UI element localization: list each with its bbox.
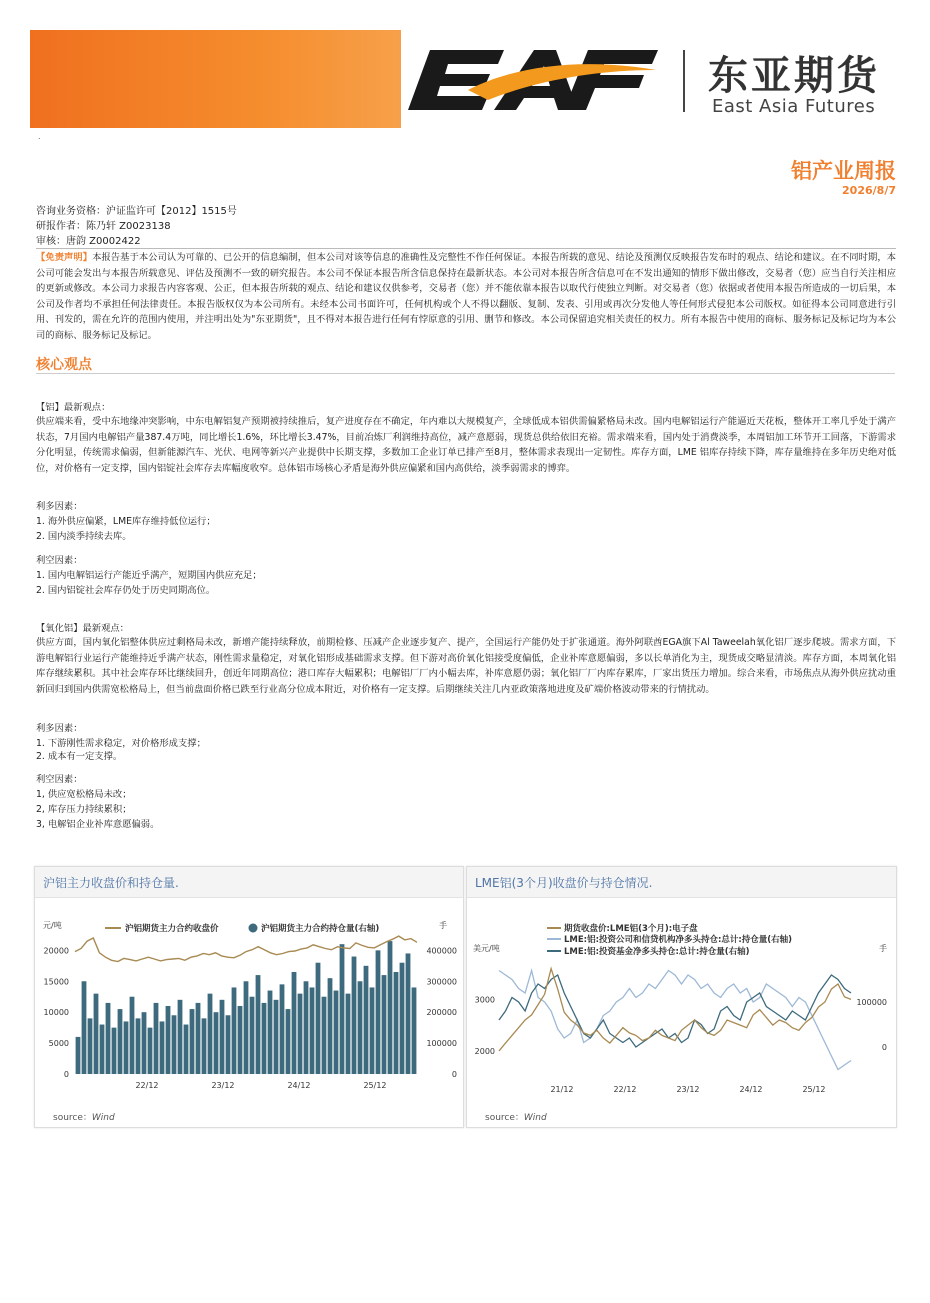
report-date: 2026/8/7: [842, 184, 896, 197]
y-left-tick: 20000: [43, 946, 69, 956]
oi-bar: [250, 997, 255, 1074]
oi-bar: [154, 1003, 159, 1074]
chart-panel-header: [35, 867, 463, 898]
aluminum-bull-1: 1. 海外供应偏紧，LME库存维持低位运行；: [36, 516, 216, 527]
disclaimer-tag: 【免责声明】: [36, 252, 93, 263]
x-tick: 24/12: [739, 1085, 763, 1094]
oi-bar: [88, 1018, 93, 1074]
oi-bar: [226, 1015, 231, 1074]
oi-bar: [394, 972, 399, 1074]
aluminum-body: 供应端来看，受中东地缘冲突影响，中东电解铝复产预期被持续推后，复产进度存在不确定，年内难以大规模复产，全球低成本铝供需偏紧格局未改。国内电解铝运行产能逼近天花板，整体开工率几乎处于满产状态，7月国内电解铝产量387.4万吨，同比增长1.6%，环比增长3.47%，目前冶炼厂利润维持高位，减产意愿弱，现货总供给依旧充裕。需求端来看，国内处于消费淡季，本周铝加工环节开工回落，下游需求分化明显，传统需求偏弱，但新能源汽车、光伏、电网等新兴产业提供中长期支撑，多数加工企业订单已排产至8月，整体需求表现出一定韧性。库存方面，LME 铝库存持续下降，库存量维持在多年历史绝对低位，对价格有一定支撑，国内铝锭社会库存去库幅度收窄。总体铝市场核心矛盾是海外供应偏紧和国内高供给，淡季弱需求的博弈。: [36, 416, 896, 474]
left-unit: 美元/吨: [473, 944, 500, 953]
oi-bar: [286, 1009, 291, 1074]
oi-bar: [166, 1006, 171, 1074]
header-banner: [30, 30, 401, 128]
oi-bar: [196, 1003, 201, 1074]
y-left-tick: 10000: [43, 1008, 69, 1018]
x-tick: 25/12: [802, 1085, 826, 1094]
oi-bar: [160, 1021, 165, 1074]
oi-bar: [268, 991, 273, 1074]
x-tick: 23/12: [676, 1085, 700, 1094]
source-name: Wind: [91, 1113, 115, 1123]
oi-bar: [358, 981, 363, 1074]
aluminum-bear-2: 2. 国内铝锭社会库存仍处于历史同期高位。: [36, 585, 216, 596]
legend-oi-swatch: [249, 924, 258, 933]
chart-source: [485, 1110, 547, 1123]
oi-bar: [292, 972, 297, 1074]
y-right-tick: 300000: [426, 977, 457, 987]
oi-bar: [256, 975, 261, 1074]
oi-bar: [178, 1000, 183, 1074]
oi-bar: [238, 1006, 243, 1074]
lme-price-line: [499, 969, 851, 1051]
oi-bar: [280, 984, 285, 1074]
oi-bar: [322, 997, 327, 1074]
oi-bar: [142, 1012, 147, 1074]
oi-bar: [136, 1018, 141, 1074]
x-tick: 22/12: [135, 1081, 159, 1090]
aluminum-bear-title: 利空因素：: [36, 555, 83, 566]
legend-label: LME:铝:投资基金净多头持仓:总计:持仓量(右轴): [564, 947, 750, 957]
core-divider: [36, 373, 895, 374]
aluminum-title: 【铝】最新观点：: [36, 402, 111, 413]
price-line: [75, 936, 417, 961]
aluminum-bear-1: 1. 国内电解铝运行产能近乎满产，短期国内供应充足；: [36, 570, 262, 581]
alumina-bear-title: 利空因素：: [36, 774, 83, 785]
oi-bar: [316, 963, 321, 1074]
oi-bar: [106, 1003, 111, 1074]
y-left-tick: 5000: [48, 1039, 69, 1049]
chart-source: [53, 1110, 115, 1123]
oi-bar: [130, 997, 135, 1074]
x-tick: 25/12: [363, 1081, 387, 1090]
chart-panel-shfe: [34, 866, 464, 1128]
oi-bar: [232, 987, 237, 1074]
oi-bar: [334, 991, 339, 1074]
right-unit: 手: [439, 921, 447, 930]
y-left-tick: 2000: [474, 1046, 495, 1056]
oi-bar: [262, 1003, 267, 1074]
left-unit: 元/吨: [43, 921, 62, 930]
oi-bar: [298, 994, 303, 1074]
oi-bar: [208, 994, 213, 1074]
oi-bar: [412, 987, 417, 1074]
oi-bar: [328, 978, 333, 1074]
source-name: Wind: [523, 1113, 547, 1123]
source-label: source：: [53, 1113, 92, 1123]
oi-bar: [304, 981, 309, 1074]
legend-price-label: 沪铝期货主力合约收盘价: [125, 924, 219, 934]
chart-title: LME铝(3个月)收盘价与持仓情况.: [475, 876, 653, 890]
oi-bar: [370, 987, 375, 1074]
logo-divider: [683, 50, 685, 112]
y-right-tick: 400000: [426, 946, 457, 956]
aluminum-bull-2: 2. 国内淡季持续去库。: [36, 531, 132, 542]
logo-en-text: East Asia Futures: [712, 96, 876, 117]
dot-mark: .: [38, 132, 41, 141]
alumina-bull-1: 1. 下游刚性需求稳定，对价格形成支撑；: [36, 738, 206, 749]
x-tick: 22/12: [613, 1085, 637, 1094]
y-right-tick: 0: [451, 1070, 457, 1079]
y-left-tick: 3000: [474, 995, 495, 1005]
alumina-bull-2: 2. 成本有一定支撑。: [36, 751, 123, 762]
oi-bar: [124, 1021, 129, 1074]
alumina-body: 供应方面，国内氧化铝整体供应过剩格局未改，新增产能持续释放，前期检修、压减产企业逐步复产、提产，全国运行产能仍处于扩张通道。海外阿联酋EGA旗下Al Taweelah氧化铝厂逐步爬坡。需求方面，下游电解铝行业运行产能维持近乎满产状态，刚性需求量稳定，对氧化铝形成基础需求支撑。但下游对高价氧化铝接受度偏低，企业补库意愿偏弱，多以长单消化为主，现货成交略显清淡。库存方面，本周氧化铝库存继续累积。其中社会库存环比继续回升，创近年同期高位；港口库存大幅累积；电解铝厂厂内小幅去库，补库意愿仍弱；氧化铝厂厂内库存累库，厂家出货压力增加。综合来看，市场焦点从海外供应扰动重新回归到国内供需宽松格局上，但当前盘面价格已跌至行业高分位成本附近，对价格有一定支撑。后期继续关注几内亚政策落地进度及矿端价格波动带来的行情扰动。: [36, 637, 896, 695]
x-tick: 23/12: [211, 1081, 235, 1090]
oi-bar: [184, 1025, 189, 1074]
oi-bar: [388, 941, 393, 1074]
chart-panel-lme: [466, 866, 897, 1128]
report-title: 铝产业周报: [791, 159, 896, 183]
alumina-title: 【氧化铝】最新观点：: [36, 623, 129, 634]
oi-bar: [406, 953, 411, 1074]
license-line: 咨询业务资格：沪证监许可【2012】1515号: [36, 206, 237, 217]
reviewer-line: 审核：唐韵 Z0002422: [36, 236, 141, 247]
oi-bar: [376, 950, 381, 1074]
x-tick: 24/12: [287, 1081, 311, 1090]
oi-bar: [148, 1028, 153, 1074]
oi-bar: [82, 981, 87, 1074]
oi-bar: [382, 975, 387, 1074]
chart-title: 沪铝主力收盘价和持仓量.: [43, 876, 179, 890]
source-label: source：: [485, 1113, 524, 1123]
right-unit: 手: [879, 944, 887, 953]
oi-bar: [340, 944, 345, 1074]
oi-bar: [244, 981, 249, 1074]
alumina-bull-title: 利多因素：: [36, 723, 83, 734]
disclaimer: [36, 248, 896, 344]
alumina-bear-3: 3, 电解铝企业补库意愿偏弱。: [36, 819, 160, 830]
alumina-bear-1: 1, 供应宽松格局未改；: [36, 789, 132, 800]
oi-bar: [220, 1000, 225, 1074]
disclaimer-text: 本报告基于本公司认为可靠的、已公开的信息编制，但本公司对该等信息的准确性及完整性不作任何保证。本报告所载的意见、结论及预测仅反映报告发布时的观点、结论和建议。在不同时期，本公司可能会发出与本报告所载意见、评估及预测不一致的研究报告。本公司不保证本报告所含信息保持在最新状态。本公司对本报告所含信息可在不发出通知的情形下做出修改，交易者（您）应当自行关注相应的更新或修改。本公司力求报告内容客观、公正，但本报告所载的观点、结论和建议仅供参考，交易者（您）并不能依靠本报告以取代行使独立判断。对交易者（您）依据或者使用本报告所造成的一切后果，本公司及作者均不承担任何法律责任。本报告版权仅为本公司所有。未经本公司书面许可，任何机构或个人不得以翻版、复制、发表、引用或再次分发他人等任何形式侵犯本公司版权。如征得本公司同意进行引用、刊发的，需在允许的范围内使用，并注明出处为"东亚期货"，且不得对本报告进行任何有悖原意的引用、删节和修改。本公司保留追究相关责任的权力。所有本报告中使用的商标、服务标记及标记均为本公司的商标、服务标记及标记。: [36, 252, 896, 341]
oi-bar: [214, 1012, 219, 1074]
credit-net-long-line: [499, 971, 851, 1070]
oi-bar: [76, 1037, 81, 1074]
core-heading: 核心观点: [36, 357, 92, 373]
oi-bar: [94, 994, 99, 1074]
legend-label: 期货收盘价:LME铝(3个月):电子盘: [564, 924, 698, 934]
shfe-chart: [35, 898, 463, 1108]
oi-bar: [352, 957, 357, 1074]
oi-bar: [202, 1018, 207, 1074]
oi-bar: [346, 994, 351, 1074]
oi-bar: [310, 987, 315, 1074]
oi-bar: [118, 1009, 123, 1074]
legend-label: LME:铝:投资公司和信贷机构净多头持仓:总计:持仓量(右轴): [564, 935, 793, 945]
oi-bar: [112, 1028, 117, 1074]
fund-net-long-line: [499, 975, 851, 1047]
oi-bar: [190, 1009, 195, 1074]
oi-bar: [400, 963, 405, 1074]
y-right-tick: 200000: [426, 1008, 457, 1018]
y-right-tick: 0: [881, 1043, 887, 1052]
author-line: 研报作者：陈乃轩 Z0023138: [36, 221, 171, 232]
aluminum-bull-title: 利多因素：: [36, 501, 83, 512]
chart-panel-header: [467, 867, 896, 898]
oi-bar: [172, 1015, 177, 1074]
oi-bar: [364, 966, 369, 1074]
oi-bar: [100, 1025, 105, 1074]
alumina-bear-2: 2, 库存压力持续累积；: [36, 804, 132, 815]
legend-oi-label: 沪铝期货主力合约持仓量(右轴): [261, 924, 380, 934]
y-left-tick: 0: [63, 1070, 69, 1079]
oi-bar: [274, 1000, 279, 1074]
lme-chart: [467, 898, 896, 1108]
logo-cn-text: 东亚期货: [708, 53, 880, 99]
y-right-tick: 100000: [856, 998, 887, 1007]
x-tick: 21/12: [550, 1085, 574, 1094]
y-right-tick: 100000: [426, 1039, 457, 1049]
y-left-tick: 15000: [43, 977, 69, 987]
eaf-logo: [408, 44, 668, 116]
